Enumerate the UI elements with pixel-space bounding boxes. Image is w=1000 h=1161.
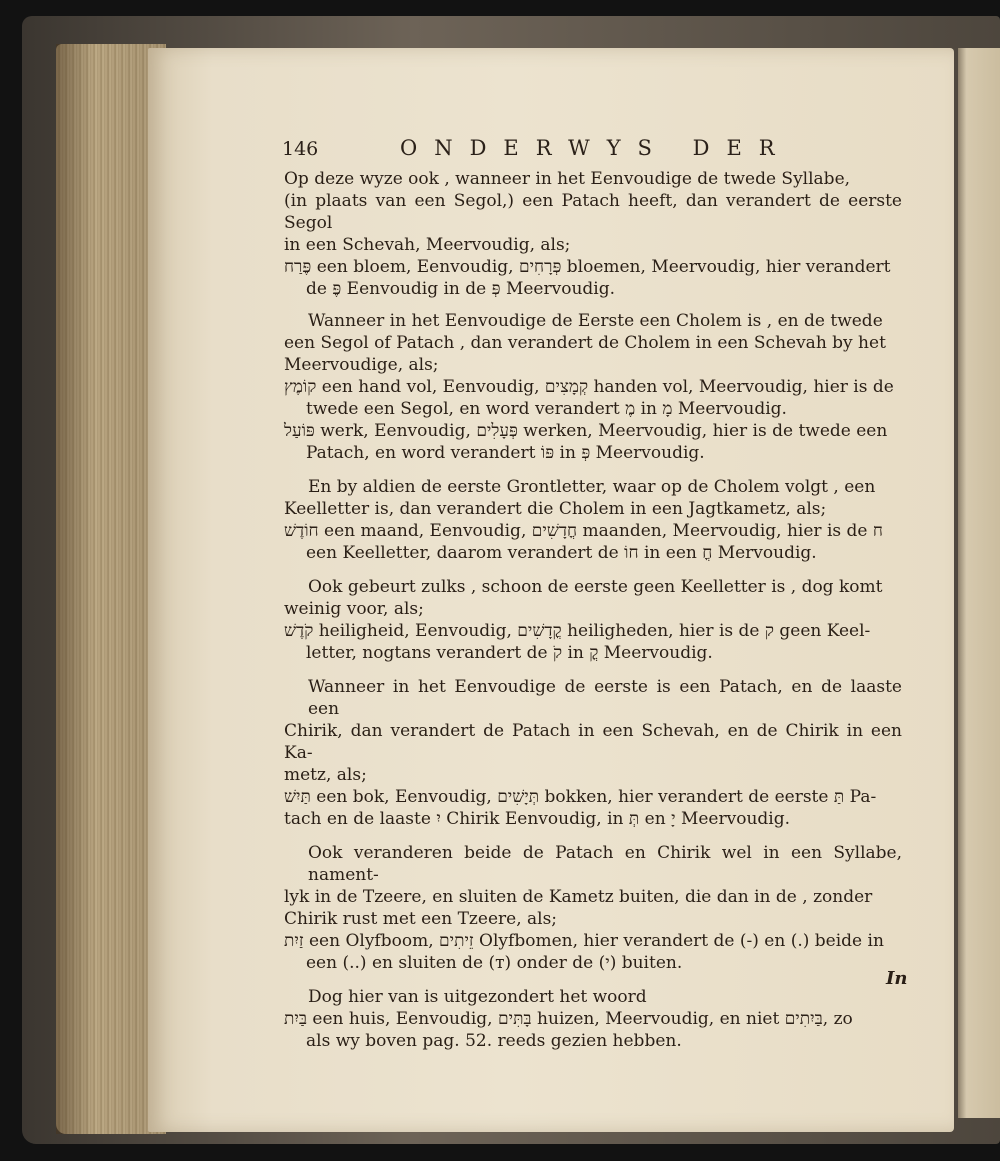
text-line: En by aldien de eerste Grontletter, waar op de Cholem volgt , een: [308, 477, 876, 497]
text-line: Ook veranderen beide de Patach en Chirik wel in een Syllabe, nament-: [308, 843, 902, 885]
text-line: een (..) en sluiten de (т) onder de (י) buiten.: [306, 953, 683, 973]
text-line: een Keelletter, daarom verandert de חוֹ in een חֳ Mervoudig.: [306, 543, 817, 563]
text-line: in een Schevah, Meervoudig, als;: [284, 235, 571, 255]
text-line: lyk in de Tzeere, en sluiten de Kametz buiten, die dan in de , zonder: [284, 887, 873, 907]
text-line: Chirik, dan verandert de Patach in een Schevah, en de Chirik in een Ka-: [284, 721, 902, 763]
text-line: letter, nogtans verandert de קֹ in קֳ Meervoudig.: [306, 643, 713, 663]
text-line: een Segol of Patach , dan verandert de Cholem in een Schevah by het: [284, 333, 886, 353]
text-line: פּוֹעַל werk, Eenvoudig, פְּעָלִים werken, Meervoudig, hier is de twede een: [284, 421, 888, 441]
text-line: twede een Segol, en word verandert מֶ in מָ Meervoudig.: [306, 399, 787, 419]
facing-page-edge: [958, 48, 1000, 1118]
text-line: Dog hier van is uitgezondert het woord: [308, 987, 647, 1007]
text-line: זַיִת een Olyfboom, זֵיתִים Olyfbomen, hier verandert de (-) en (.) beide in: [284, 931, 884, 951]
text-line: Wanneer in het Eenvoudige de Eerste een Cholem is , en de twede: [308, 311, 883, 331]
text-line: חוֹדֶשׁ een maand, Eenvoudig, חֳדָשִׁים maanden, Meervoudig, hier is de ח: [284, 521, 883, 541]
text-line: Keelletter is, dan verandert die Cholem in een Jagtkametz, als;: [284, 499, 827, 519]
text-line: de פֶּ Eenvoudig in de פְּ Meervoudig.: [306, 279, 616, 299]
text-line: als wy boven pag. 52. reeds gezien hebben.: [306, 1031, 682, 1051]
text-line: metz, als;: [284, 765, 367, 785]
text-line: Op deze wyze ook , wanneer in het Eenvoudige de twede Syllabe,: [284, 169, 851, 189]
text-line: תַּיִשׁ een bok, Eenvoudig, תְּיָשִׁים bokken, hier verandert de eerste תַּ Pa-: [284, 787, 877, 807]
text-line: Chirik rust met een Tzeere, als;: [284, 909, 558, 929]
catchword: In: [886, 968, 908, 989]
page-number: 146: [282, 138, 319, 160]
text-line: Ook gebeurt zulks , schoon de eerste geen Keelletter is , dog komt: [308, 577, 883, 597]
text-line: (in plaats van een Segol,) een Patach heeft, dan verandert de eerste Segol: [284, 191, 902, 233]
text-line: tach en de laaste יִ Chirik Eenvoudig, in תְּ en יָ Meervoudig.: [284, 809, 790, 829]
page-header: [282, 136, 802, 164]
text-line: Wanneer in het Eenvoudige de eerste is een Patach, en de laaste een: [308, 677, 902, 719]
text-line: קוֹמֶץ een hand vol, Eenvoudig, קְמָצִים handen vol, Meervoudig, hier is de: [284, 377, 894, 397]
text-line: בַּיִת een huis, Eenvoudig, בָּתִּים huizen, Meervoudig, en niet בַּיִתִים, zo: [284, 1009, 853, 1029]
text-line: פֶּרַח een bloem, Eenvoudig, פְּרָחִים bloemen, Meervoudig, hier verandert: [284, 257, 891, 277]
text-line: קֹדֶשׁ heiligheid, Eenvoudig, קֳדָשִׁים heiligheden, hier is de ק geen Keel-: [284, 621, 871, 641]
text-line: Meervoudige, als;: [284, 355, 439, 375]
page-body: [284, 168, 902, 1052]
text-line: Patach, en word verandert פּוֹ in פְּ Meervoudig.: [306, 443, 705, 463]
text-line: weinig voor, als;: [284, 599, 424, 619]
running-head: ONDERWYS DER: [400, 136, 792, 160]
